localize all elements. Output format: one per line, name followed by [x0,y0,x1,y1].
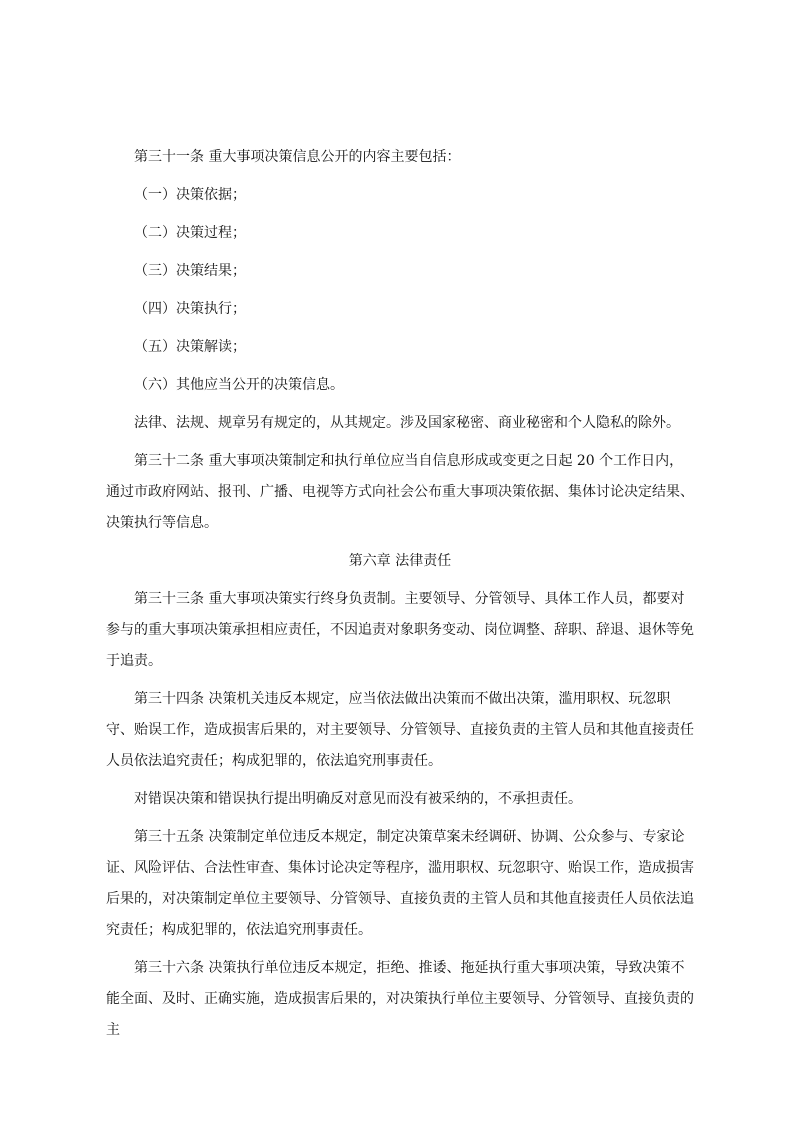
list-item-1: （一）决策依据； [134,187,246,203]
article-36: 第三十六条 决策执行单位违反本规定，拒绝、推诿、拖延执行重大事项决策，导致决策不能全面、及时、正确实施，造成损害后果的，对决策执行单位主要领导、分管领导、直接负责的主 [106,960,694,1038]
article-31: 第三十一条 重大事项决策信息公开的内容主要包括： [134,149,461,165]
exemption-clause: 对错误决策和错误执行提出明确反对意见而没有被采纳的，不承担责任。 [134,791,582,807]
article-35: 第三十五条 决策制定单位违反本规定，制定决策草案未经调研、协调、公众参与、专家论证、风险评估、合法性审查、集体讨论决定等程序，滥用职权、玩忽职守、贻误工作，造成损害后果的，对决策制定单位主要领导、分管领导、直接负责的主管人员和其他直接责任人员依法追究责任；构成犯罪的，依法追究刑事责任。 [106,829,694,938]
list-item-5: （五）决策解读； [134,339,246,355]
document-page [106,142,694,1046]
list-item-2: （二）决策过程； [134,225,246,241]
article-34: 第三十四条 决策机关违反本规定，应当依法做出决策而不做出决策，滥用职权、玩忽职守、贻误工作，造成损害后果的，对主要领导、分管领导、直接负责的主管人员和其他直接责任人员依法追究责任；构成犯罪的，依法追究刑事责任。 [106,691,694,769]
article-33: 第三十三条 重大事项决策实行终身负责制。主要领导、分管领导、具体工作人员，都要对参与的重大事项决策承担相应责任，不因追责对象职务变动、岗位调整、辞职、辞退、退休等免于追责。 [106,591,694,669]
exception-clause: 法律、法规、规章另有规定的，从其规定。涉及国家秘密、商业秘密和个人隐私的除外。 [134,415,680,431]
list-item-4: （四）决策执行； [134,301,246,317]
article-32: 第三十二条 重大事项决策制定和执行单位应当自信息形成或变更之日起 20 个工作日内，通过市政府网站、报刊、广播、电视等方式向社会公布重大事项决策依据、集体讨论决定结果、决策执行等信息。 [106,453,694,531]
list-item-6: （六）其他应当公开的决策信息。 [134,377,344,393]
chapter-heading: 第六章 法律责任 [348,553,452,569]
list-item-3: （三）决策结果； [134,263,246,279]
